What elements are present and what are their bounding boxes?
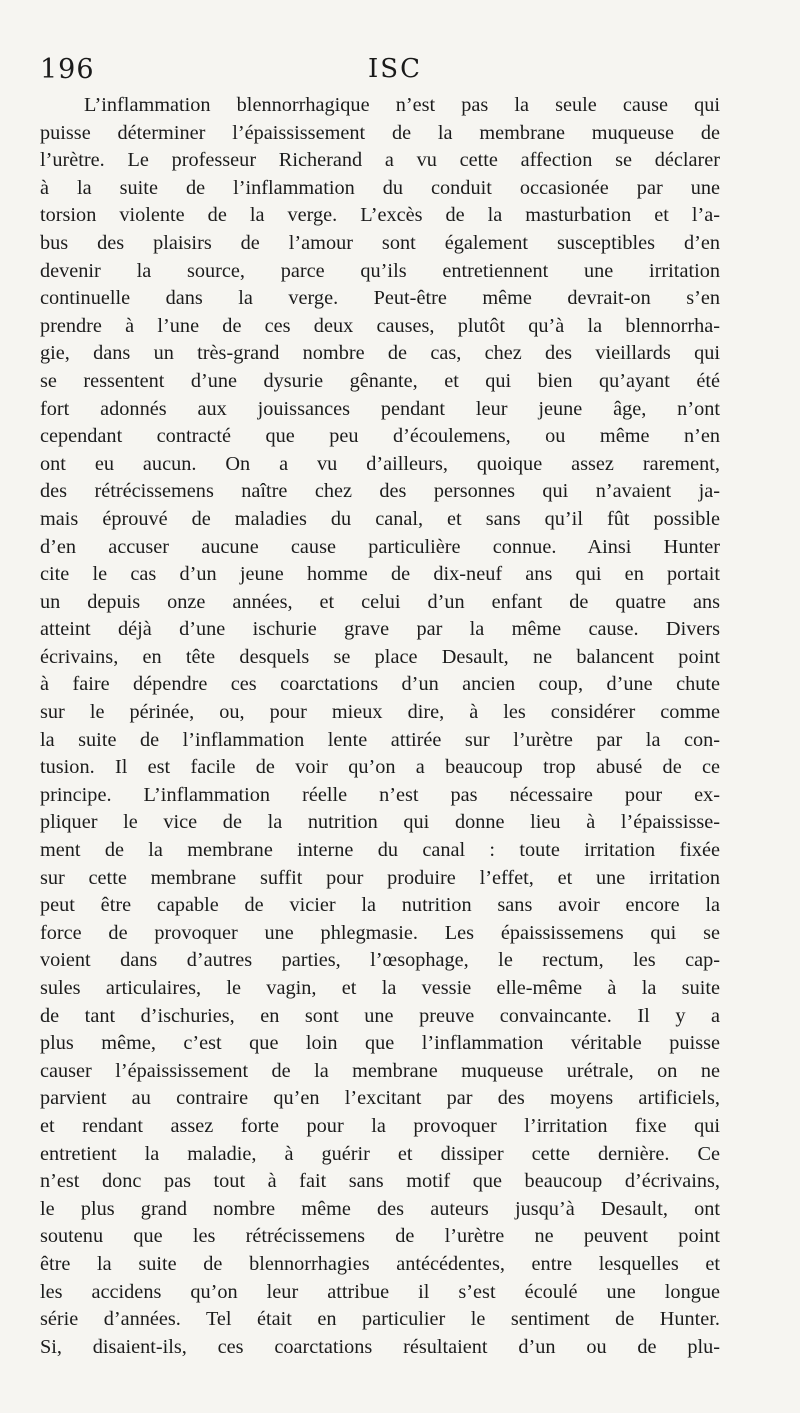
text-line: le plus grand nombre même des auteurs jusqu’à Desault, ont — [40, 1197, 720, 1220]
text-line: écrivains, en tête desquels se place Desault, ne balancent point — [40, 645, 720, 668]
body-paragraph — [40, 92, 720, 1361]
text-line: un depuis onze années, et celui d’un enfant de quatre ans — [40, 590, 720, 613]
text-line: L’inflammation blennorrhagique n’est pas la seule cause qui — [84, 94, 720, 116]
text-line: de tant d’ischuries, en sont une preuve convaincante. Il y a — [40, 1004, 720, 1027]
text-line: n’est donc pas tout à fait sans motif que beaucoup d’écrivains, — [40, 1170, 720, 1193]
text-line: voient dans d’autres parties, l’œsophage, le rectum, les cap- — [40, 949, 720, 972]
page-header — [40, 54, 760, 94]
page-number: 196 — [40, 54, 95, 85]
text-line: peut être capable de vicier la nutrition sans avoir encore la — [40, 894, 720, 917]
text-line: se ressentent d’une dysurie gênante, et qui bien qu’ayant été — [40, 369, 720, 392]
text-line: sules articulaires, le vagin, et la vessie elle-même à la suite — [40, 977, 720, 999]
text-line: puisse déterminer l’épaississement de la membrane muqueuse de — [40, 121, 720, 144]
text-line: prendre à l’une de ces deux causes, plutôt qu’à la blennorrha- — [40, 314, 720, 337]
text-line: ont eu aucun. On a vu d’ailleurs, quoique assez rarement, — [40, 452, 720, 475]
text-line: les accidens qu’on leur attribue il s’est écoulé une longue — [40, 1280, 720, 1303]
text-line: torsion violente de la verge. L’excès de la masturbation et l’a- — [40, 204, 720, 227]
text-line: fort adonnés aux jouissances pendant leur jeune âge, n’ont — [40, 397, 720, 420]
text-line: sur le périnée, ou, pour mieux dire, à les considérer comme — [40, 701, 720, 724]
text-line: cite le cas d’un jeune homme de dix-neuf ans qui en portait — [40, 563, 720, 586]
text-line: à la suite de l’inflammation du conduit occasionée par une — [40, 176, 720, 199]
text-line: atteint déjà d’une ischurie grave par la même cause. Divers — [40, 618, 720, 641]
text-line: à faire dépendre ces coarctations d’un ancien coup, d’une chute — [40, 673, 720, 696]
text-line: principe. L’inflammation réelle n’est pas nécessaire pour ex- — [40, 783, 720, 806]
text-line: sur cette membrane suffit pour produire l’effet, et une irritation — [40, 866, 720, 889]
text-line: bus des plaisirs de l’amour sont également susceptibles d’en — [40, 231, 720, 254]
text-line: série d’années. Tel était en particulier le sentiment de Hunter. — [40, 1308, 720, 1331]
text-line: des rétrécissemens naître chez des personnes qui n’avaient ja- — [40, 480, 720, 503]
text-line: entretient la maladie, à guérir et dissiper cette dernière. Ce — [40, 1142, 720, 1165]
text-line: et rendant assez forte pour la provoquer l’irritation fixe qui — [40, 1114, 720, 1137]
text-line: cependant contracté que peu d’écoulemens, ou même n’en — [40, 425, 720, 448]
text-line: l’urètre. Le professeur Richerand a vu cette affection se déclarer — [40, 149, 720, 172]
text-line: d’en accuser aucune cause particulière connue. Ainsi Hunter — [40, 535, 720, 558]
text-line: causer l’épaississement de la membrane muqueuse urétrale, on ne — [40, 1059, 720, 1082]
text-line: parvient au contraire qu’en l’excitant par des moyens artificiels, — [40, 1087, 720, 1110]
text-line: être la suite de blennorrhagies antécédentes, entre lesquelles et — [40, 1252, 720, 1275]
text-line: pliquer le vice de la nutrition qui donne lieu à l’épaississe- — [40, 811, 720, 834]
text-line: mais éprouvé de maladies du canal, et sans qu’il fût possible — [40, 507, 720, 530]
text-line: tusion. Il est facile de voir qu’on a beaucoup trop abusé de ce — [40, 756, 720, 779]
text-line: la suite de l’inflammation lente attirée sur l’urètre par la con- — [40, 728, 720, 751]
text-line: plus même, c’est que loin que l’inflammation véritable puisse — [40, 1032, 720, 1055]
text-line: gie, dans un très-grand nombre de cas, chez des vieillards qui — [40, 342, 720, 365]
text-line: Si, disaient-ils, ces coarctations résultaient d’un ou de plu- — [40, 1335, 720, 1358]
text-line: soutenu que les rétrécissemens de l’urètre ne peuvent point — [40, 1225, 720, 1248]
running-head: ISC — [368, 54, 422, 84]
text-line: ment de la membrane interne du canal : toute irritation fixée — [40, 839, 720, 862]
text-line: force de provoquer une phlegmasie. Les épaississemens qui se — [40, 921, 720, 944]
text-line: continuelle dans la verge. Peut-être même devrait-on s’en — [40, 287, 720, 310]
text-line: devenir la source, parce qu’ils entretiennent une irritation — [40, 259, 720, 282]
